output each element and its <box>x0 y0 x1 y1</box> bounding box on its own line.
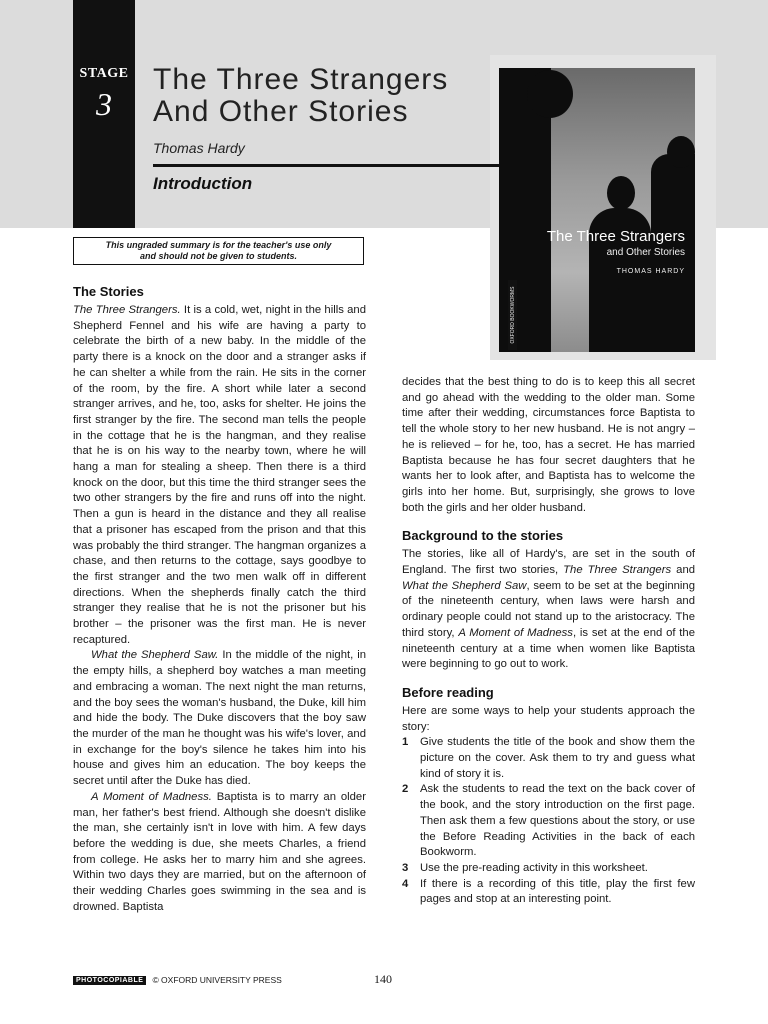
story-title-2: What the Shepherd Saw. <box>91 649 219 662</box>
story-text-3: Baptista is to marry an older man, her father's best friend. Although she doesn't dislike the man, she certainly isn't in love with him. A few days before the wedding is due, she meets Charles, a friend from college. He asks her to marry him and she agrees. Within two days they are married, but on the afternoon of their wedding Charles goes swimming in the sea and is drowned. Baptista <box>73 790 366 913</box>
background-heading: Background to the stories <box>402 528 564 544</box>
section-title: Introduction <box>153 174 253 193</box>
before-reading-list <box>402 735 695 908</box>
stage-label: STAGE <box>79 66 129 81</box>
right-column <box>402 375 695 908</box>
story-title-1: The Three Strangers. <box>73 304 181 316</box>
left-column <box>73 283 366 915</box>
copyright-text: © OXFORD UNIVERSITY PRESS <box>152 975 282 985</box>
cover-spine <box>508 280 517 350</box>
story-summary-3-continued: decides that the best thing to do is to keep this all secret and go ahead with the wedding to the older man. Some time after their wedding, circumstances force Baptista to tell the whole story to her new husband. He is not angry – he is relieved – for he, too, has a secret. He has married Baptista because he has four secret daughters that he wants her to look after, and Baptista has to welcome the girls into her home. But, surprisingly, she grows to love both the girls and her older husband. <box>402 376 695 514</box>
list-item <box>402 877 695 908</box>
list-item-text: Use the pre-reading activity in this worksheet. <box>420 861 648 874</box>
background-t1: The stories, like all of Hardy's, are set in the south of England. The first two stories, <box>402 548 695 577</box>
story-summary-2 <box>73 648 366 789</box>
story-text-2: In the middle of the night, in the empty hills, a shepherd boy watches a man meeting and embracing a woman. The next night the man returns, and the boy sees the woman's husband, the Duke, kill him and hide the body. The Duke discovers that the boy saw the murder of the man he thought was his wife's lover, and in exchange for the boy's silence he takes him into his house and gives him an education. The boy keeps the secret until after the Duke has died. <box>73 649 366 788</box>
list-item-text: Ask the students to read the text on the back cover of the book, and the story introduction on the first page. Then ask them a few questions about the story, or use the Before Reading Activities in the back of each Bookworm. <box>420 783 695 859</box>
before-reading-heading: Before reading <box>402 684 494 700</box>
list-item-number: 4 <box>402 877 409 890</box>
notice-line-1: This ungraded summary is for the teacher's use only <box>105 240 332 250</box>
story-title-3: A Moment of Madness. <box>91 790 212 803</box>
title-line-2: And Other Stories <box>153 95 409 128</box>
before-reading-intro: Here are some ways to help your students approach the story: <box>402 704 695 733</box>
book-title <box>153 64 448 128</box>
teacher-notice <box>73 237 364 265</box>
background-t3: , seem to be set at the beginning of the nineteenth century, when laws were harsh and ordinary people could not stand up to the aristocracy. The third story, <box>402 579 695 639</box>
list-item-number: 3 <box>402 861 409 874</box>
notice-line-2: and should not be given to students. <box>140 251 297 261</box>
list-item <box>402 782 695 861</box>
footer <box>73 975 282 985</box>
story-summary-3 <box>73 790 366 916</box>
list-item-text: If there is a recording of this title, play the first few pages and stop at an interesting point. <box>420 877 695 906</box>
list-item-number: 2 <box>402 783 409 796</box>
list-item <box>402 861 695 877</box>
story-summary-1 <box>73 303 366 648</box>
background-t2: and <box>671 564 696 577</box>
background-t4: , is set at the end of the nineteenth century at a time when women like Baptista were beginning to go out to work. <box>402 626 695 671</box>
stage-box <box>73 0 135 228</box>
page-number: 140 <box>374 972 392 986</box>
cover-right-head <box>667 136 695 168</box>
author-name: Thomas Hardy <box>153 140 245 156</box>
cover-spine-text: OXFORD BOOKWORMS <box>510 286 516 344</box>
cover-subtitle: and Other Stories <box>606 247 685 258</box>
list-item-number: 1 <box>402 736 409 749</box>
title-divider <box>153 164 499 167</box>
photocopiable-badge: PHOTOCOPIABLE <box>73 976 146 985</box>
cover-author: THOMAS HARDY <box>616 268 685 275</box>
book-cover-image <box>499 68 695 352</box>
list-item-text: Give students the title of the book and show them the picture on the cover. Ask them to try and guess what kind of story it is. <box>420 736 695 780</box>
cover-title: The Three Strangers <box>546 228 685 245</box>
background-i2: What the Shepherd Saw <box>402 579 527 592</box>
title-line-1: The Three Strangers <box>153 63 449 96</box>
background-text <box>402 547 695 673</box>
stage-number: 3 <box>96 86 112 122</box>
cover-center-head <box>607 176 635 210</box>
list-item <box>402 735 695 782</box>
story-text-1: It is a cold, wet, night in the hills and Shepherd Fennel and his wife are having a party to celebrate the birth of a new baby. In the middle of the party there is a knock on the door and a stranger asks if he can shelter a while from the rain. He sits in the corner of the room, by the fire. A short while later a second stranger arrives, and he, too, asks for shelter. He joins the first stranger by the fire. The second man tells the people in the cottage that he is the hangman, and they realise that he is on his way to the nearby town, where he will hang a man for stealing a sheep. Then there is a third knock on the door, but this time the third stranger sees the two other strangers by the fire and runs off into the night. Then a gun is heard in the distance and they all realise that a prisoner has escaped from the prison and that this was probably the third stranger. The hangman organizes a chase, and then returns to the cottage, says goodbye to the first stranger and the two men walk off in different directions. When the shepherds finally catch the third stranger they realise that he is not the prisoner but his brother – the prisoner was the first man. He is never recaptured. <box>73 304 366 646</box>
background-i1: The Three Strangers <box>563 564 672 577</box>
stories-heading: The Stories <box>73 284 144 299</box>
background-i3: A Moment of Madness <box>458 626 573 639</box>
cover-left-head <box>527 70 573 118</box>
